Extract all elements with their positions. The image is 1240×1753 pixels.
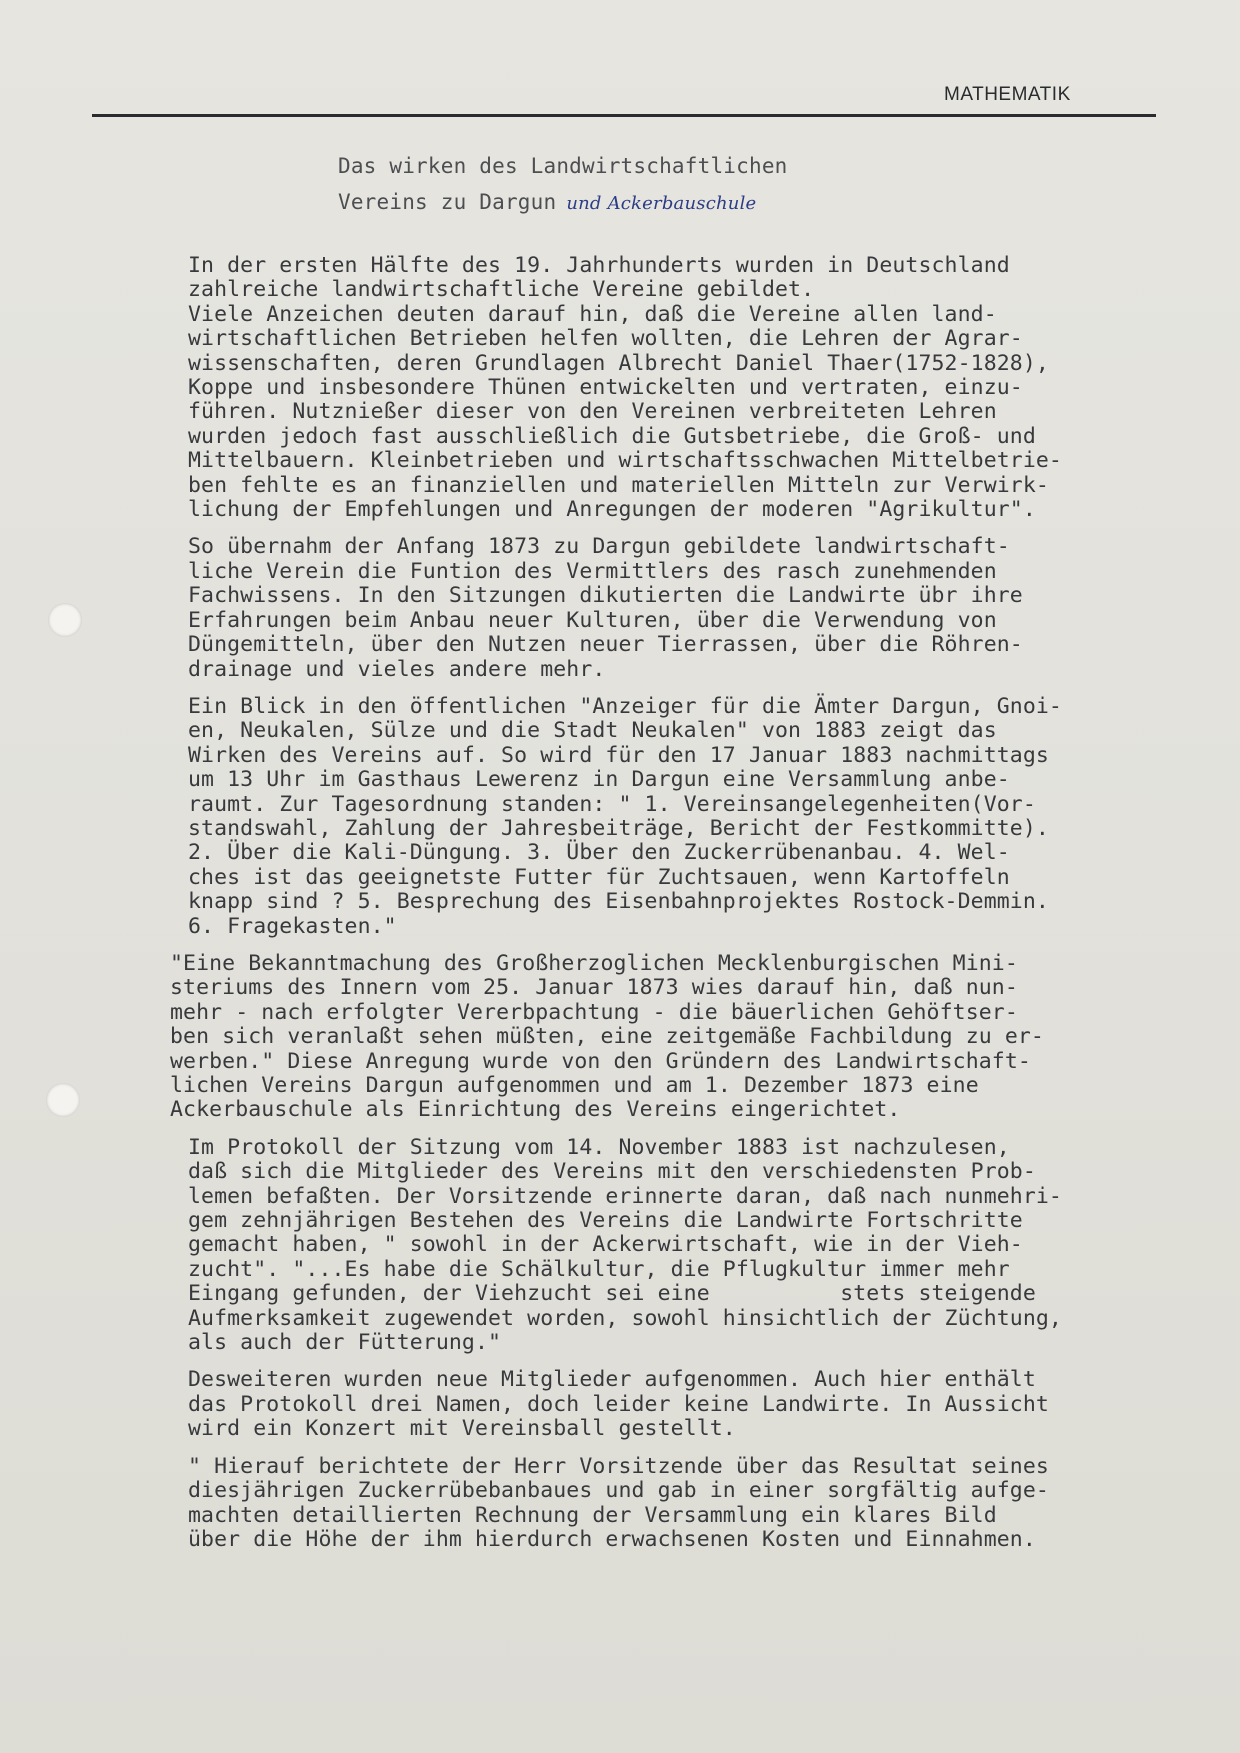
paragraph bbox=[188, 535, 1208, 681]
text-line: " Hierauf berichtete der Herr Vorsitzende über das Resultat seines bbox=[188, 1453, 1049, 1479]
body-text bbox=[170, 253, 1208, 1565]
text-line: das Protokoll drei Namen, doch leider keine Landwirte. In Aussicht bbox=[188, 1391, 1049, 1417]
text-line: wurden jedoch fast ausschließlich die Gutsbetriebe, die Groß- und bbox=[188, 423, 1036, 449]
text-line: So übernahm der Anfang 1873 zu Dargun gebildete landwirtschaft- bbox=[188, 534, 1010, 560]
text-line: liche Verein die Funtion des Vermittlers des rasch zunehmenden bbox=[188, 558, 997, 584]
punch-hole-lower bbox=[46, 1083, 80, 1117]
text-line: gemacht haben, " sowohl in der Ackerwirtschaft, wie in der Vieh- bbox=[188, 1232, 1023, 1258]
text-line: über die Höhe der ihm hierdurch erwachsenen Kosten und Einnahmen. bbox=[188, 1526, 1036, 1552]
text-line: wirtschaftlichen Betrieben helfen wollten, die Lehren der Agrar- bbox=[188, 326, 1023, 352]
text-line: Wirken des Vereins auf. So wird für den 17 Januar 1883 nachmittags bbox=[188, 742, 1049, 768]
text-line: drainage und vieles andere mehr. bbox=[188, 656, 606, 682]
text-line: werben." Diese Anregung wurde von den Gründern des Landwirtschaft- bbox=[170, 1048, 1031, 1074]
text-line: lichen Vereins Dargun aufgenommen und am 1. Dezember 1873 eine bbox=[170, 1073, 979, 1098]
paragraph bbox=[188, 695, 1208, 939]
text-line: diesjährigen Zuckerrübebanbaues und gab in einer sorgfältig aufge- bbox=[188, 1478, 1049, 1504]
text-line: "Eine Bekanntmachung des Großherzoglichen Mecklenburgischen Mini- bbox=[170, 950, 1018, 976]
text-line: Mittelbauern. Kleinbetrieben und wirtschaftsschwachen Mittelbetrie- bbox=[188, 448, 1062, 474]
text-line: gem zehnjährigen Bestehen des Vereins die Landwirte Fortschritte bbox=[188, 1208, 1023, 1234]
text-line: ben fehlte es an finanziellen und materiellen Mitteln zur Verwirk- bbox=[188, 472, 1049, 498]
text-line: Düngemitteln, über den Nutzen neuer Tierrassen, über die Röhren- bbox=[188, 632, 1023, 658]
text-line: Desweiteren wurden neue Mitglieder aufgenommen. Auch hier enthält bbox=[188, 1367, 1036, 1393]
handwritten-addition: und Ackerbauschule bbox=[566, 193, 757, 214]
text-line: mehr - nach erfolgter Vererbpachtung - die bäuerlichen Gehöftser- bbox=[170, 999, 1018, 1025]
title-line-1: Das wirken des Landwirtschaftlichen bbox=[338, 154, 788, 178]
text-line: machten detaillierten Rechnung der Versammlung ein klares Bild bbox=[188, 1502, 997, 1528]
header-rule bbox=[92, 114, 1156, 117]
text-line: zucht". "...Es habe die Schälkultur, die Pflugkultur immer mehr bbox=[188, 1256, 1010, 1282]
text-line: lichung der Empfehlungen und Anregungen der moderen "Agrikultur". bbox=[188, 497, 1036, 523]
text-line: Erfahrungen beim Anbau neuer Kulturen, über die Verwendung von bbox=[188, 607, 997, 633]
text-line: Im Protokoll der Sitzung vom 14. November 1883 ist nachzulesen, bbox=[188, 1134, 1010, 1160]
paragraph bbox=[188, 254, 1208, 522]
text-line: Koppe und insbesondere Thünen entwickelten und vertraten, einzu- bbox=[188, 375, 1023, 401]
text-line: als auch der Fütterung." bbox=[188, 1330, 502, 1356]
text-line: lemen befaßten. Der Vorsitzende erinnerte daran, daß nach nunmehri- bbox=[188, 1183, 1062, 1209]
header-label: MATHEMATIK bbox=[944, 84, 1071, 105]
text-line: Aufmerksamkeit zugewendet worden, sowohl hinsichtlich der Züchtung, bbox=[188, 1305, 1062, 1331]
text-line: zahlreiche landwirtschaftliche Vereine gebildet. bbox=[188, 277, 815, 303]
text-line: Eingang gefunden, der Viehzucht sei eine stets steigende bbox=[188, 1281, 1036, 1307]
paragraph bbox=[188, 1136, 1208, 1356]
paragraph bbox=[188, 1368, 1208, 1441]
punch-hole-upper bbox=[48, 603, 82, 637]
text-line: knapp sind ? 5. Besprechung des Eisenbahnprojektes Rostock-Demmin. bbox=[188, 889, 1049, 915]
text-line: raumt. Zur Tagesordnung standen: " 1. Vereinsangelegenheiten(Vor- bbox=[188, 791, 1036, 817]
text-line: 6. Fragekasten." bbox=[188, 913, 397, 939]
text-line: steriums des Innern vom 25. Januar 1873 wies darauf hin, daß nun- bbox=[170, 975, 1018, 1001]
text-line: ches ist das geeignetste Futter für Zuchtsauen, wenn Kartoffeln bbox=[188, 864, 1010, 890]
text-line: 2. Über die Kali-Düngung. 3. Über den Zuckerrübenanbau. 4. Wel- bbox=[188, 840, 1010, 866]
text-line: wissenschaften, deren Grundlagen Albrecht Daniel Thaer(1752-1828), bbox=[188, 350, 1049, 376]
paragraph bbox=[188, 1455, 1208, 1553]
text-line: Fachwissens. In den Sitzungen dikutierten die Landwirte übr ihre bbox=[188, 583, 1023, 609]
text-line: Viele Anzeichen deuten darauf hin, daß die Vereine allen land- bbox=[188, 301, 997, 327]
text-line: Ein Blick in den öffentlichen "Anzeiger für die Ämter Dargun, Gnoi- bbox=[188, 693, 1062, 719]
text-line: standswahl, Zahlung der Jahresbeiträge, Bericht der Festkommitte). bbox=[188, 815, 1049, 841]
text-line: führen. Nutznießer dieser von den Vereinen verbreiteten Lehren bbox=[188, 399, 997, 425]
title-line-2-text: Vereins zu Dargun bbox=[338, 190, 557, 214]
text-line: In der ersten Hälfte des 19. Jahrhunderts wurden in Deutschland bbox=[188, 253, 1010, 278]
text-line: um 13 Uhr im Gasthaus Lewerenz in Dargun eine Versammlung anbe- bbox=[188, 767, 1010, 793]
paragraph bbox=[170, 952, 1208, 1123]
text-line: ben sich veranlaßt sehen müßten, eine zeitgemäße Fachbildung zu er- bbox=[170, 1024, 1044, 1050]
text-line: Ackerbauschule als Einrichtung des Vereins eingerichtet. bbox=[170, 1097, 901, 1123]
text-line: daß sich die Mitglieder des Vereins mit den verschiedensten Prob- bbox=[188, 1159, 1036, 1185]
text-line: en, Neukalen, Sülze und die Stadt Neukalen" von 1883 zeigt das bbox=[188, 718, 997, 744]
title-line-2 bbox=[338, 190, 756, 214]
text-line: wird ein Konzert mit Vereinsball gestellt. bbox=[188, 1416, 736, 1442]
